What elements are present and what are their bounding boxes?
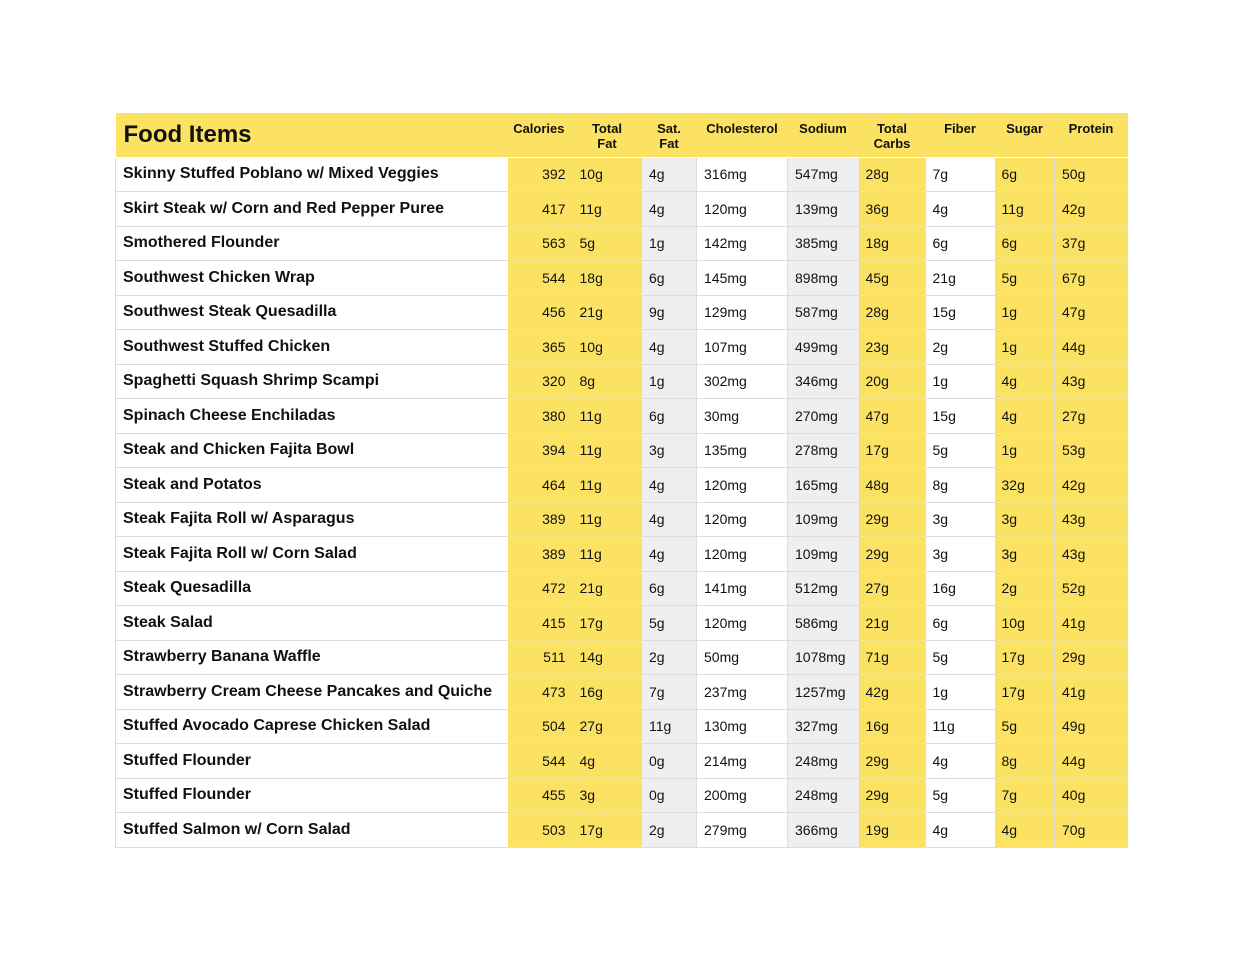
table-row (116, 675, 1128, 710)
cell-fiber: 4g (926, 192, 995, 227)
cell-cholesterol: 145mg (697, 261, 788, 296)
cell-sodium: 366mg (788, 813, 859, 848)
cell-total-carbs: 29g (859, 502, 926, 537)
cell-sodium: 499mg (788, 330, 859, 365)
table-row (116, 226, 1128, 261)
food-item-name: Stuffed Flounder (116, 778, 508, 813)
cell-cholesterol: 107mg (697, 330, 788, 365)
table-row (116, 192, 1128, 227)
cell-sat-fat: 4g (642, 330, 697, 365)
cell-fiber: 16g (926, 571, 995, 606)
cell-sodium: 586mg (788, 606, 859, 641)
cell-sodium: 327mg (788, 709, 859, 744)
cell-total-carbs: 28g (859, 157, 926, 192)
cell-sodium: 898mg (788, 261, 859, 296)
cell-fiber: 15g (926, 399, 995, 434)
cell-calories: 544 (508, 744, 573, 779)
cell-total-fat: 3g (573, 778, 642, 813)
cell-calories: 389 (508, 537, 573, 572)
cell-calories: 392 (508, 157, 573, 192)
cell-sat-fat: 2g (642, 813, 697, 848)
cell-sodium: 1257mg (788, 675, 859, 710)
cell-sat-fat: 4g (642, 468, 697, 503)
cell-protein: 41g (1055, 675, 1128, 710)
cell-total-carbs: 16g (859, 709, 926, 744)
table-row (116, 364, 1128, 399)
cell-sugar: 32g (995, 468, 1055, 503)
cell-cholesterol: 130mg (697, 709, 788, 744)
cell-fiber: 4g (926, 813, 995, 848)
cell-fiber: 1g (926, 675, 995, 710)
cell-protein: 52g (1055, 571, 1128, 606)
cell-total-carbs: 20g (859, 364, 926, 399)
cell-sugar: 3g (995, 537, 1055, 572)
cell-sodium: 512mg (788, 571, 859, 606)
cell-sugar: 3g (995, 502, 1055, 537)
cell-cholesterol: 237mg (697, 675, 788, 710)
table-row (116, 330, 1128, 365)
food-item-name: Steak Salad (116, 606, 508, 641)
cell-fiber: 11g (926, 709, 995, 744)
cell-sodium: 587mg (788, 295, 859, 330)
cell-calories: 456 (508, 295, 573, 330)
cell-fiber: 7g (926, 157, 995, 192)
cell-sodium: 278mg (788, 433, 859, 468)
cell-sat-fat: 7g (642, 675, 697, 710)
cell-total-fat: 11g (573, 502, 642, 537)
food-item-name: Skirt Steak w/ Corn and Red Pepper Puree (116, 192, 508, 227)
cell-sat-fat: 11g (642, 709, 697, 744)
cell-sugar: 5g (995, 261, 1055, 296)
table-row (116, 606, 1128, 641)
cell-sugar: 1g (995, 433, 1055, 468)
cell-protein: 43g (1055, 502, 1128, 537)
cell-total-carbs: 36g (859, 192, 926, 227)
cell-sat-fat: 4g (642, 502, 697, 537)
cell-fiber: 4g (926, 744, 995, 779)
cell-protein: 49g (1055, 709, 1128, 744)
cell-calories: 464 (508, 468, 573, 503)
food-item-name: Steak and Potatos (116, 468, 508, 503)
column-header-sodium: Sodium (788, 113, 859, 157)
cell-sugar: 6g (995, 226, 1055, 261)
nutrition-table (115, 113, 1128, 848)
table-row (116, 571, 1128, 606)
cell-cholesterol: 316mg (697, 157, 788, 192)
food-item-name: Steak and Chicken Fajita Bowl (116, 433, 508, 468)
cell-sodium: 547mg (788, 157, 859, 192)
cell-sugar: 11g (995, 192, 1055, 227)
food-item-name: Stuffed Flounder (116, 744, 508, 779)
cell-sodium: 109mg (788, 502, 859, 537)
column-header-total-fat (573, 113, 642, 157)
cell-sat-fat: 0g (642, 778, 697, 813)
cell-protein: 42g (1055, 192, 1128, 227)
cell-fiber: 6g (926, 226, 995, 261)
cell-protein: 43g (1055, 537, 1128, 572)
cell-total-fat: 10g (573, 157, 642, 192)
column-header-sat-fat (642, 113, 697, 157)
food-item-name: Southwest Steak Quesadilla (116, 295, 508, 330)
cell-fiber: 6g (926, 606, 995, 641)
cell-sugar: 10g (995, 606, 1055, 641)
cell-calories: 511 (508, 640, 573, 675)
cell-protein: 47g (1055, 295, 1128, 330)
cell-cholesterol: 135mg (697, 433, 788, 468)
cell-sat-fat: 1g (642, 364, 697, 399)
cell-cholesterol: 129mg (697, 295, 788, 330)
column-header-calories: Calories (508, 113, 573, 157)
table-row (116, 640, 1128, 675)
cell-fiber: 2g (926, 330, 995, 365)
cell-protein: 42g (1055, 468, 1128, 503)
column-header-total-carbs (859, 113, 926, 157)
cell-calories: 503 (508, 813, 573, 848)
cell-total-carbs: 71g (859, 640, 926, 675)
cell-calories: 473 (508, 675, 573, 710)
cell-protein: 43g (1055, 364, 1128, 399)
table-row (116, 261, 1128, 296)
cell-calories: 417 (508, 192, 573, 227)
cell-total-fat: 16g (573, 675, 642, 710)
cell-fiber: 5g (926, 433, 995, 468)
cell-total-fat: 11g (573, 399, 642, 434)
table-row (116, 433, 1128, 468)
cell-sat-fat: 0g (642, 744, 697, 779)
cell-total-carbs: 21g (859, 606, 926, 641)
food-item-name: Strawberry Banana Waffle (116, 640, 508, 675)
cell-protein: 29g (1055, 640, 1128, 675)
cell-protein: 50g (1055, 157, 1128, 192)
cell-total-carbs: 47g (859, 399, 926, 434)
column-header-fiber: Fiber (926, 113, 995, 157)
cell-sodium: 109mg (788, 537, 859, 572)
cell-sat-fat: 4g (642, 537, 697, 572)
cell-calories: 504 (508, 709, 573, 744)
cell-cholesterol: 120mg (697, 537, 788, 572)
cell-fiber: 8g (926, 468, 995, 503)
cell-protein: 37g (1055, 226, 1128, 261)
cell-total-carbs: 27g (859, 571, 926, 606)
column-header-protein: Protein (1055, 113, 1128, 157)
cell-total-carbs: 29g (859, 744, 926, 779)
cell-sat-fat: 3g (642, 433, 697, 468)
cell-protein: 27g (1055, 399, 1128, 434)
cell-sugar: 4g (995, 364, 1055, 399)
table-row (116, 502, 1128, 537)
cell-sodium: 165mg (788, 468, 859, 503)
cell-sat-fat: 2g (642, 640, 697, 675)
cell-calories: 544 (508, 261, 573, 296)
header-row (116, 113, 1128, 157)
cell-sodium: 346mg (788, 364, 859, 399)
cell-calories: 472 (508, 571, 573, 606)
food-item-name: Stuffed Avocado Caprese Chicken Salad (116, 709, 508, 744)
cell-sugar: 8g (995, 744, 1055, 779)
food-item-name: Strawberry Cream Cheese Pancakes and Quiche (116, 675, 508, 710)
table-title: Food Items (116, 113, 508, 157)
table-row (116, 157, 1128, 192)
cell-sugar: 17g (995, 640, 1055, 675)
column-header-cholesterol: Cholesterol (697, 113, 788, 157)
cell-cholesterol: 120mg (697, 468, 788, 503)
food-item-name: Stuffed Salmon w/ Corn Salad (116, 813, 508, 848)
food-item-name: Spinach Cheese Enchiladas (116, 399, 508, 434)
table-row (116, 813, 1128, 848)
food-item-name: Skinny Stuffed Poblano w/ Mixed Veggies (116, 157, 508, 192)
cell-sat-fat: 1g (642, 226, 697, 261)
cell-cholesterol: 214mg (697, 744, 788, 779)
cell-sugar: 5g (995, 709, 1055, 744)
cell-total-carbs: 19g (859, 813, 926, 848)
cell-sugar: 1g (995, 330, 1055, 365)
cell-calories: 389 (508, 502, 573, 537)
cell-sodium: 1078mg (788, 640, 859, 675)
cell-fiber: 5g (926, 640, 995, 675)
cell-total-fat: 4g (573, 744, 642, 779)
cell-total-carbs: 48g (859, 468, 926, 503)
cell-total-fat: 11g (573, 468, 642, 503)
cell-calories: 365 (508, 330, 573, 365)
cell-cholesterol: 30mg (697, 399, 788, 434)
cell-total-carbs: 29g (859, 778, 926, 813)
cell-total-fat: 11g (573, 537, 642, 572)
cell-cholesterol: 279mg (697, 813, 788, 848)
cell-sugar: 6g (995, 157, 1055, 192)
cell-total-fat: 8g (573, 364, 642, 399)
cell-sat-fat: 6g (642, 571, 697, 606)
cell-cholesterol: 302mg (697, 364, 788, 399)
cell-total-carbs: 28g (859, 295, 926, 330)
cell-total-fat: 10g (573, 330, 642, 365)
table-row (116, 468, 1128, 503)
food-item-name: Southwest Stuffed Chicken (116, 330, 508, 365)
cell-calories: 394 (508, 433, 573, 468)
cell-fiber: 1g (926, 364, 995, 399)
cell-total-fat: 11g (573, 192, 642, 227)
cell-total-fat: 21g (573, 295, 642, 330)
cell-calories: 380 (508, 399, 573, 434)
cell-fiber: 15g (926, 295, 995, 330)
cell-total-fat: 17g (573, 813, 642, 848)
cell-cholesterol: 200mg (697, 778, 788, 813)
cell-total-carbs: 17g (859, 433, 926, 468)
cell-protein: 40g (1055, 778, 1128, 813)
cell-fiber: 5g (926, 778, 995, 813)
cell-sugar: 17g (995, 675, 1055, 710)
cell-total-fat: 17g (573, 606, 642, 641)
cell-sugar: 2g (995, 571, 1055, 606)
cell-sugar: 4g (995, 813, 1055, 848)
food-item-name: Smothered Flounder (116, 226, 508, 261)
cell-calories: 455 (508, 778, 573, 813)
cell-sodium: 248mg (788, 778, 859, 813)
food-item-name: Steak Fajita Roll w/ Asparagus (116, 502, 508, 537)
food-item-name: Spaghetti Squash Shrimp Scampi (116, 364, 508, 399)
cell-sugar: 7g (995, 778, 1055, 813)
cell-total-carbs: 29g (859, 537, 926, 572)
cell-calories: 415 (508, 606, 573, 641)
column-header-label: Total Fat (591, 121, 623, 151)
cell-protein: 70g (1055, 813, 1128, 848)
cell-calories: 563 (508, 226, 573, 261)
table-row (116, 744, 1128, 779)
table-body (116, 157, 1128, 847)
cell-sat-fat: 4g (642, 157, 697, 192)
cell-sat-fat: 6g (642, 261, 697, 296)
table-row (116, 537, 1128, 572)
cell-protein: 44g (1055, 744, 1128, 779)
cell-sat-fat: 5g (642, 606, 697, 641)
cell-cholesterol: 142mg (697, 226, 788, 261)
cell-total-carbs: 42g (859, 675, 926, 710)
cell-total-carbs: 18g (859, 226, 926, 261)
cell-total-carbs: 45g (859, 261, 926, 296)
column-header-label: Total Carbs (873, 121, 911, 151)
column-header-sugar: Sugar (995, 113, 1055, 157)
food-item-name: Steak Fajita Roll w/ Corn Salad (116, 537, 508, 572)
cell-sat-fat: 4g (642, 192, 697, 227)
table-row (116, 709, 1128, 744)
cell-cholesterol: 120mg (697, 502, 788, 537)
cell-sodium: 385mg (788, 226, 859, 261)
cell-total-fat: 14g (573, 640, 642, 675)
cell-sugar: 1g (995, 295, 1055, 330)
cell-fiber: 21g (926, 261, 995, 296)
cell-cholesterol: 141mg (697, 571, 788, 606)
cell-protein: 53g (1055, 433, 1128, 468)
cell-fiber: 3g (926, 537, 995, 572)
cell-total-fat: 5g (573, 226, 642, 261)
cell-fiber: 3g (926, 502, 995, 537)
cell-protein: 44g (1055, 330, 1128, 365)
cell-total-fat: 11g (573, 433, 642, 468)
food-item-name: Southwest Chicken Wrap (116, 261, 508, 296)
cell-protein: 41g (1055, 606, 1128, 641)
column-header-label: Sat. Fat (657, 121, 681, 151)
cell-total-carbs: 23g (859, 330, 926, 365)
table-row (116, 399, 1128, 434)
cell-sodium: 248mg (788, 744, 859, 779)
cell-cholesterol: 50mg (697, 640, 788, 675)
cell-total-fat: 27g (573, 709, 642, 744)
cell-sodium: 270mg (788, 399, 859, 434)
cell-sat-fat: 6g (642, 399, 697, 434)
cell-total-fat: 21g (573, 571, 642, 606)
cell-cholesterol: 120mg (697, 192, 788, 227)
cell-cholesterol: 120mg (697, 606, 788, 641)
table-row (116, 295, 1128, 330)
cell-protein: 67g (1055, 261, 1128, 296)
cell-total-fat: 18g (573, 261, 642, 296)
food-item-name: Steak Quesadilla (116, 571, 508, 606)
table-row (116, 778, 1128, 813)
cell-sugar: 4g (995, 399, 1055, 434)
cell-sodium: 139mg (788, 192, 859, 227)
cell-sat-fat: 9g (642, 295, 697, 330)
cell-calories: 320 (508, 364, 573, 399)
